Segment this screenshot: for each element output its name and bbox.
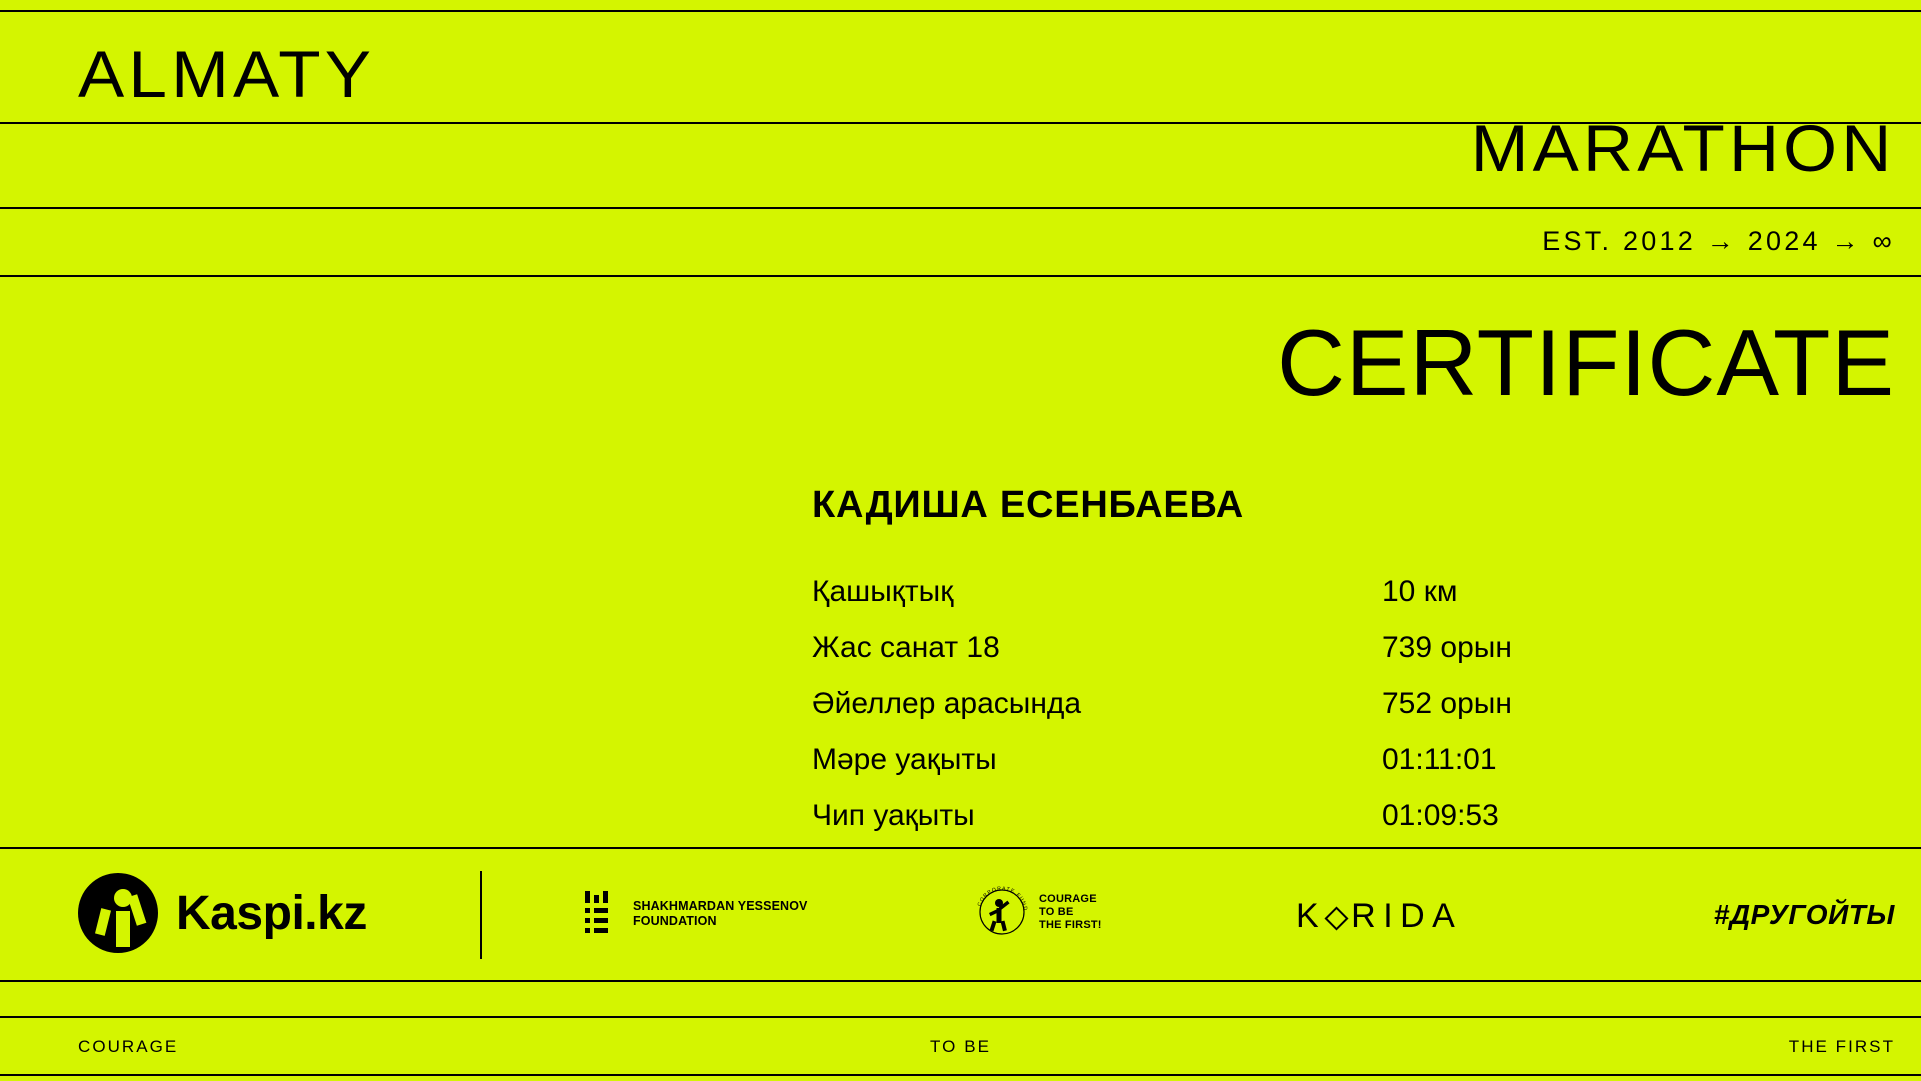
rule-below-sponsors — [0, 980, 1921, 982]
sponsor-kaspi — [78, 873, 367, 953]
table-row — [812, 626, 1592, 670]
results-table — [812, 570, 1592, 850]
sponsor-drugoity: #ДРУГОЙТЫ — [1713, 899, 1895, 930]
rule-under-marathon — [0, 207, 1921, 209]
courage-fund-line-3: THE FIRST! — [1039, 918, 1102, 931]
yessenov-line-2: FOUNDATION — [633, 914, 717, 928]
sponsor-divider — [480, 871, 482, 959]
page-title: CERTIFICATE — [1277, 310, 1895, 415]
established-line: EST. 2012 → 2024 → ∞ — [1542, 226, 1895, 256]
rule-top — [0, 10, 1921, 12]
yessenov-label — [633, 899, 808, 929]
result-value: 01:09:53 — [1382, 799, 1499, 832]
table-row — [812, 570, 1592, 614]
footer-slogan — [0, 1018, 1921, 1074]
footer-left: COURAGE — [78, 1037, 179, 1056]
result-label: Чип уақыты — [812, 799, 975, 832]
table-row — [812, 738, 1592, 782]
courage-fund-line-2: TO BE — [1039, 905, 1074, 918]
result-label: Мәре уақыты — [812, 743, 997, 776]
result-value: 01:11:01 — [1382, 743, 1497, 776]
result-label: Қашықтық — [812, 575, 954, 608]
kaspi-logo-icon — [78, 873, 158, 953]
result-value: 739 орын — [1382, 631, 1512, 664]
sponsor-yessenov — [585, 891, 808, 937]
courage-fund-line-1: COURAGE — [1039, 892, 1097, 905]
krida-k: K — [1296, 897, 1327, 935]
result-value: 10 км — [1382, 575, 1458, 608]
sponsor-band — [0, 849, 1921, 980]
table-row — [812, 794, 1592, 838]
footer-right: THE FIRST — [1788, 1037, 1895, 1056]
rule-under-est — [0, 275, 1921, 277]
athlete-name: КАДИША ЕСЕНБАЕВА — [812, 484, 1244, 526]
rule-bottom — [0, 1074, 1921, 1076]
yessenov-logo-icon — [585, 891, 621, 937]
sponsor-krida — [1296, 897, 1462, 936]
brand-almaty: ALMATY — [78, 37, 376, 111]
svg-text:CORPORATE FUND: CORPORATE FUND — [976, 885, 1029, 912]
courage-fund-label — [1039, 893, 1102, 932]
krida-rida: RIDA — [1351, 897, 1463, 935]
sponsor-courage-fund — [975, 885, 1102, 939]
table-row — [812, 682, 1592, 726]
footer-center: TO BE — [930, 1037, 991, 1056]
krida-diamond-icon — [1325, 906, 1349, 930]
result-label: Әйеллер арасында — [812, 687, 1082, 720]
kaspi-label: Kaspi.kz — [176, 886, 367, 940]
yessenov-line-1: SHAKHMARDAN YESSENOV — [633, 899, 808, 913]
courage-fund-logo-icon — [975, 885, 1029, 939]
brand-marathon: MARATHON — [1470, 111, 1895, 185]
result-label: Жас санат 18 — [812, 631, 1000, 664]
result-value: 752 орын — [1382, 687, 1512, 720]
